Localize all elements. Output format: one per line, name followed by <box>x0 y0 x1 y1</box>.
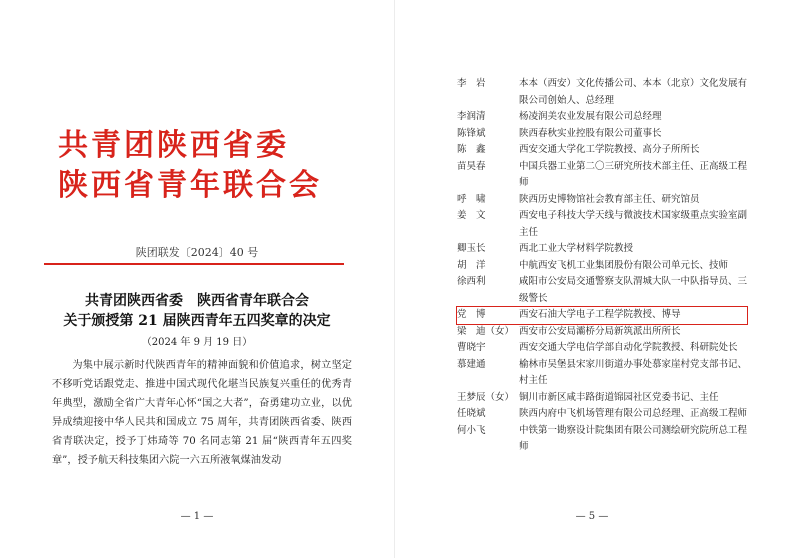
awardee-row <box>457 274 747 307</box>
red-divider-rule <box>44 263 344 265</box>
awardee-position: 陕西历史博物馆社会教育部主任、研究馆员 <box>519 193 700 205</box>
awardee-position: 西安电子科技大学天线与微波技术国家级重点实验室副主任 <box>519 210 748 238</box>
document-number: 陕团联发〔2024〕40 号 <box>135 246 259 259</box>
awardee-name: 李润清 <box>457 111 486 122</box>
decision-date: （2024 年 9 月 19 日） <box>141 337 253 348</box>
body-paragraph: 为集中展示新时代陕西青年的精神面貌和价值追求，树立坚定不移听党话跟党走、推进中国式现代化堪当民族复兴重任的优秀青年典型，激励全省广大青年心怀“国之大者”，奋勇建功立业，以优异成绩迎接中华人民共和国成立 75 周年，共青团陕西省委、陕西省青联决定，授予丁炜琦等 70 名同志第 21 届“陕西青年五四奖章”，授予航天科技集团六院一六五所液氧煤油发动 <box>52 360 352 466</box>
awardee-position: 西安市公安局灞桥分局新筑派出所所长 <box>519 325 681 337</box>
awardee-name: 何小飞 <box>457 424 486 436</box>
awardee-row <box>457 324 747 341</box>
awardee-position: 陕西春秋实业控股有限公司董事长 <box>519 127 662 139</box>
awardee-name: 任晓斌 <box>457 408 486 419</box>
awardee-row <box>457 109 747 126</box>
left-page <box>0 0 394 558</box>
awardee-name: 徐西利 <box>457 276 486 287</box>
awardee-name: 陈 鑫 <box>457 144 486 155</box>
awardee-name: 苗昊春 <box>457 160 486 172</box>
awardee-row <box>457 126 747 143</box>
awardee-position: 中国兵器工业第二〇三研究所技术部主任、正高级工程师 <box>519 160 748 188</box>
awardee-position: 陕西内府中飞机场管理有限公司总经理、正高级工程师 <box>519 408 748 419</box>
awardee-position: 杨凌润美农业发展有限公司总经理 <box>519 111 662 122</box>
awardee-row-highlighted <box>457 307 747 324</box>
awardee-name: 慕建通 <box>457 358 486 370</box>
awardee-row <box>457 208 747 241</box>
decision-title-line-2: 关于颁授第 21 届陕西青年五四奖章的决定 <box>63 313 331 329</box>
awardee-position: 西安石油大学电子工程学院教授、博导 <box>519 309 681 320</box>
awardee-row <box>457 340 747 357</box>
org-title-youth-federation: 陕西省青年联合会 <box>58 168 322 203</box>
awardee-name: 党 博 <box>457 309 486 320</box>
awardee-position: 铜川市新区咸丰路街道锦园社区党委书记、主任 <box>519 391 719 403</box>
awardee-row <box>457 142 747 159</box>
org-title-communist-youth-league: 共青团陕西省委 <box>58 128 289 163</box>
awardee-row <box>457 159 747 192</box>
awardee-row <box>457 76 747 109</box>
awardee-name: 呼 啸 <box>457 193 486 205</box>
awardee-position: 西安交通大学化工学院教授、高分子所所长 <box>519 144 700 155</box>
awardee-position: 中铁第一勘察设计院集团有限公司测绘研究院所总工程师 <box>519 424 748 452</box>
awardee-row <box>457 241 747 258</box>
awardee-name: 王梦辰（女） <box>457 391 515 403</box>
awardee-name: 曹晓宇 <box>457 342 486 353</box>
right-page <box>395 0 789 558</box>
awardee-list <box>457 76 747 456</box>
awardee-name: 姜 文 <box>457 210 486 221</box>
awardee-name: 卿玉长 <box>457 243 486 254</box>
awardee-position: 西北工业大学材料学院教授 <box>519 243 634 254</box>
awardee-position: 咸阳市公安局交通警察支队渭城大队一中队指导员、三级警长 <box>519 276 748 304</box>
decision-title-line-1: 共青团陕西省委 陕西省青年联合会 <box>85 293 309 309</box>
page-number: — 5 — <box>575 511 609 522</box>
awardee-name: 李 岩 <box>457 78 486 89</box>
body-text <box>52 356 352 470</box>
awardee-position: 榆林市吴堡县宋家川街道办事处慕家崖村党支部书记、村主任 <box>519 358 748 386</box>
awardee-position: 西安交通大学电信学部自动化学院教授、科研院处长 <box>519 342 738 353</box>
awardee-name: 梁 迪（女） <box>457 325 515 337</box>
awardee-row <box>457 258 747 275</box>
page-number: — 1 — <box>180 511 214 522</box>
awardee-name: 胡 洋 <box>457 259 486 271</box>
awardee-row <box>457 192 747 209</box>
awardee-row <box>457 357 747 390</box>
awardee-row <box>457 390 747 407</box>
awardee-name: 陈锋斌 <box>457 127 486 139</box>
awardee-row <box>457 406 747 423</box>
awardee-row <box>457 423 747 456</box>
awardee-position: 中航西安飞机工业集团股份有限公司单元长、技师 <box>519 259 729 271</box>
awardee-position: 本本（西安）文化传播公司、本本（北京）文化发展有限公司创始人、总经理 <box>519 78 748 106</box>
